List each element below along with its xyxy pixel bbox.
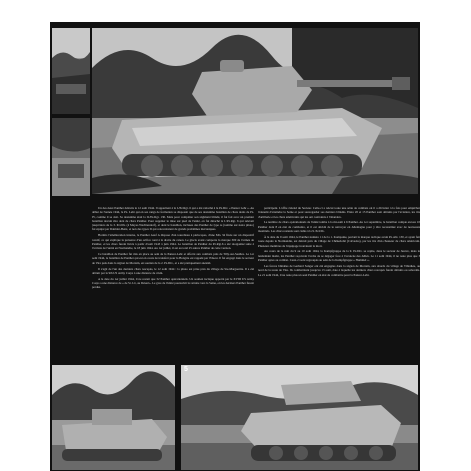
text-column-left bbox=[92, 206, 254, 358]
paragraph: Le nombre de chars opérationnels de l'unité tombe à la mi-août à 6 Panther. Au 1er septembre, le bataillon compte encore 10 Panther dont 8 en état de combattre, et il est décidé de le renvoyer en Allemagne pour y être reconstitué avec de nouveaux matériels. Les chars restants sont cédés à la 9. Pz.Div. bbox=[258, 220, 420, 234]
paragraph: Les forces blindées de Gerhard Sanger ont été engagées dans la région de Mortain, aux abords du village de Villedieu, au nord de la route de Vire. Ils combattirent jusqu'au 13 août, date à laquelle les derniers chars rescapés furent détruits ou sabordés. Le 21 août 1944, il ne reste plus un seul Panther en état de combattre pour la Panzer-Lehr. bbox=[258, 263, 420, 277]
paragraph: Au cours de la nuit du 9 au 10 août 1944, la Kampfgruppe de la 9. Pz.Div. se replie, dans le secteur de Jeurve, mais le lendemain matin, les Panther reçoivent l'ordre de se dégager face à l'avancée des Alliés. Le 11 août 1944, il ne reste plus que 3 Panther aptes au combat. Ceux-ci sont regroupés au sein de la Kampfgruppe « Hummel ». bbox=[258, 249, 420, 263]
photo-number-label: 5 bbox=[184, 366, 188, 373]
paragraph: Ce bataillon de Panther fut mis en place au sein de la Panzer-Lehr et affecté aux combats près de Tilly-sur-Seulles. Le 1er août 1944, le bataillon de Panther qui est en cours de transfert pour la Hongrie est rappelé par l'Ouest. Il fut engagé dans le secteur de Vire puis dans la région de Mortain, en soutien de la 2. Pz.Div., et a été pratiquement anéanti. bbox=[92, 252, 254, 265]
photo-main-panther-tank bbox=[92, 28, 418, 194]
paragraph: A la date du 1er juillet 1944, il ne restait que 32 Panther opérationnels. Un soutien tactique apporté par le XVIII US Army Corps a une distance de « de St. Lô, au Désert». Le gros de l'unité poursuivit la retraite vers la Seine, où les derniers Panther furent perdus. bbox=[92, 276, 254, 290]
paragraph: Il s'agit de l'un des derniers chars rescapés, le 12 août 1944 : la photo est prise près du village de Ste-Marguerite. Il a été détruit par la 9th US Army Corps à une distance de 4 km. bbox=[92, 266, 254, 275]
text-column-right bbox=[258, 206, 420, 358]
paragraph: Un des deux Panther détruits le 12 août 1944. Il appartient à la I./Pz.Rgt. 6 qui a été rattaché à la Pz.Div. « Panzer Lehr ». Au début de l'année 1944, la Pz. Lehr qui en ses rangs de formation se disposait que de ses deuxième bataillon de chars dotés de Pz. IV, comme il se doit. Sa deuxième était la II./Pz.Rgt. 130. Mais pour compléter son régiment blindé, il fut fait avec un premier bataillon devant être doté de chars Panther. Pour suppléer le mise sur pied de l'unité, on fut détaché la I./Pz.Rgt. 6 qui relevait jusqu'alors de la 3. Pz.Div. (à Mayer-Wachtendorf), et dont le bataillon, incluses des Panther de type A (comme sur notre photo) fut équipé par Daimler-Benz, et non des types D qui rencontraient de grands problèmes mécaniques. bbox=[92, 206, 254, 232]
paragraph: Hormis l'amélioration interne, le Panther Ausf A dispose d'un tourelleau à périscopes, d'une MG 34 fixée sur un dispositif rotatif, ce qui explique la présence d'un orifice rond à la droite du canon. Le glacis avant comporte la marque 300 de l'armée de Panther, et les chars furent livrés à partir d'août 1943 à juin 1944. Le bataillon de Panther du Pz.Rgt.6 a été réorganisé suite à l'arrivée de l'unité en Normandie, le 18 juin 1944. Au 1er juillet, il est au total 25 autres Panther de cette version. bbox=[92, 233, 254, 251]
photo-left-top bbox=[52, 28, 90, 114]
photo-bottom-left-tank bbox=[52, 365, 175, 470]
photo-left-mid bbox=[52, 118, 90, 196]
paragraph: À la date du 9 août 1944, le Panther numéro 11 de la 1. Kompanie, portant la marque tactique avant Pz.Abt. 130, et ayant fait route depuis la Normandie, est détruit près du village de Chênedollé (Calvados), par les tirs d'un chasseur de chars américain. Plusieurs membres de l'équipage trouvèrent la mort. bbox=[258, 234, 420, 248]
photo-bottom-right-tank bbox=[181, 365, 418, 470]
paragraph: participent. L'offre s'étend du Secteur. Celle-ci a relevé toute une série de combats où il a dû lutter à la fois pour empêcher l'ennemi d'atteindre la Seine et pour sauvegarder ses derniers blindés. Entre 20 et 15 Panther sont détruits par l'aviation, les tirs d'artillerie et les chars américains qui les ont contraints à l'abandon. bbox=[258, 206, 420, 219]
